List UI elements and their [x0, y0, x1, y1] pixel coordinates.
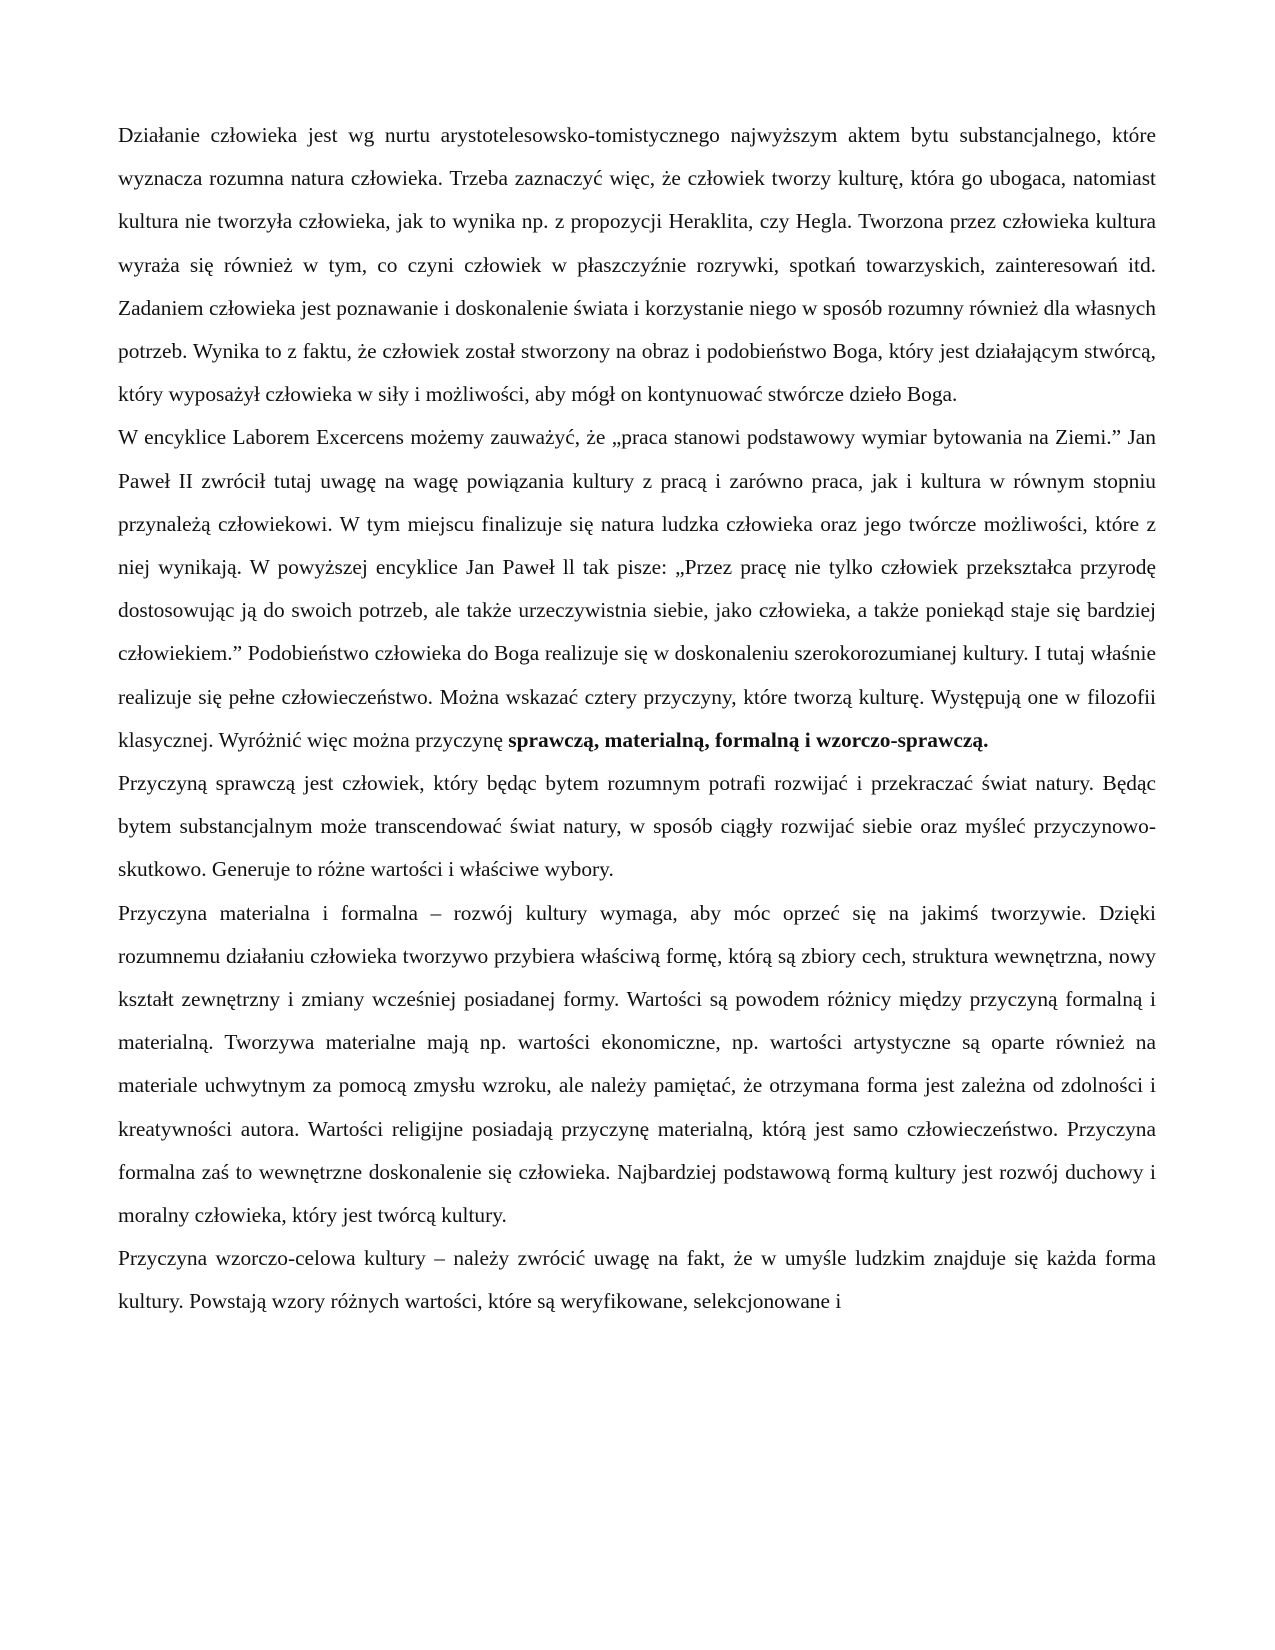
paragraph-laborem-exercens: [118, 416, 1156, 762]
paragraph-material-formal-cause: Przyczyna materialna i formalna – rozwój kultury wymaga, aby móc oprzeć się na jakimś tworzywie. Dzięki rozumnemu działaniu człowieka tworzywo przybiera właściwą formę, którą są zbiory cech, struktura wewnętrzna, nowy kształt zewnętrzny i zmiany wcześniej posiadanej formy. Wartości są powodem różnicy między przyczyną formalną i materialną. Tworzywa materialne mają np. wartości ekonomiczne, np. wartości artystyczne są oparte również na materiale uchwytnym za pomocą zmysłu wzroku, ale należy pamiętać, że otrzymana forma jest zależna od zdolności i kreatywności autora. Wartości religijne posiadają przyczynę materialną, którą jest samo człowieczeństwo. Przyczyna formalna zaś to wewnętrzne doskonalenie się człowieka. Najbardziej podstawową formą kultury jest rozwój duchowy i moralny człowieka, który jest twórcą kultury.: [118, 900, 1156, 1228]
four-causes-bold: sprawczą, materialną, formalną i wzorczo-sprawczą.: [508, 727, 989, 752]
paragraph-exemplary-final-cause: Przyczyna wzorczo-celowa kultury – należy zwrócić uwagę na fakt, że w umyśle ludzkim znajduje się każda forma kultury. Powstają wzory różnych wartości, które są weryfikowane, selekcjonowane i: [118, 1246, 1156, 1314]
paragraph-efficient-cause: Przyczyną sprawczą jest człowiek, który będąc bytem rozumnym potrafi rozwijać i przekraczać świat natury. Będąc bytem substancjalnym może transcendować świat natury, w sposób ciągły rozwijać siebie oraz myśleć przyczynowo-skutkowo. Generuje to różne wartości i właściwe wybory.: [118, 771, 1156, 882]
paragraph-action-of-man: Działanie człowieka jest wg nurtu arystotelesowsko-tomistycznego najwyższym aktem bytu substancjalnego, które wyznacza rozumna natura człowieka. Trzeba zaznaczyć więc, że człowiek tworzy kulturę, która go ubogaca, natomiast kultura nie tworzyła człowieka, jak to wynika np. z propozycji Heraklita, czy Hegla. Tworzona przez człowieka kultura wyraża się również w tym, co czyni człowiek w płaszczyźnie rozrywki, spotkań towarzyskich, zainteresowań itd. Zadaniem człowieka jest poznawanie i doskonalenie świata i korzystanie niego w sposób rozumny również dla własnych potrzeb. Wynika to z faktu, że człowiek został stworzony na obraz i podobieństwo Boga, który jest działającym stwórcą, który wyposażył człowieka w siły i możliwości, aby mógł on kontynuować stwórcze dzieło Boga.: [118, 123, 1156, 407]
paragraph-laborem-exercens-text: W encyklice Laborem Excercens możemy zauważyć, że „praca stanowi podstawowy wymiar bytowania na Ziemi.” Jan Paweł II zwrócił tutaj uwagę na wagę powiązania kultury z pracą i zarówno praca, jak i kultura w równym stopniu przynależą człowiekowi. W tym miejscu finalizuje się natura ludzka człowieka oraz jego twórcze możliwości, które z niej wynikają. W powyższej encyklice Jan Paweł ll tak pisze: „Przez pracę nie tylko człowiek przekształca przyrodę dostosowując ją do swoich potrzeb, ale także urzeczywistnia siebie, jako człowieka, a także poniekąd staje się bardziej człowiekiem.” Podobieństwo człowieka do Boga realizuje się w doskonaleniu szerokorozumianej kultury. I tutaj właśnie realizuje się pełne człowieczeństwo. Można wskazać cztery przyczyny, które tworzą kulturę. Występują one w filozofii klasycznej. Wyróżnić więc można przyczynę: [118, 425, 1156, 752]
document-body: [118, 114, 1156, 1324]
